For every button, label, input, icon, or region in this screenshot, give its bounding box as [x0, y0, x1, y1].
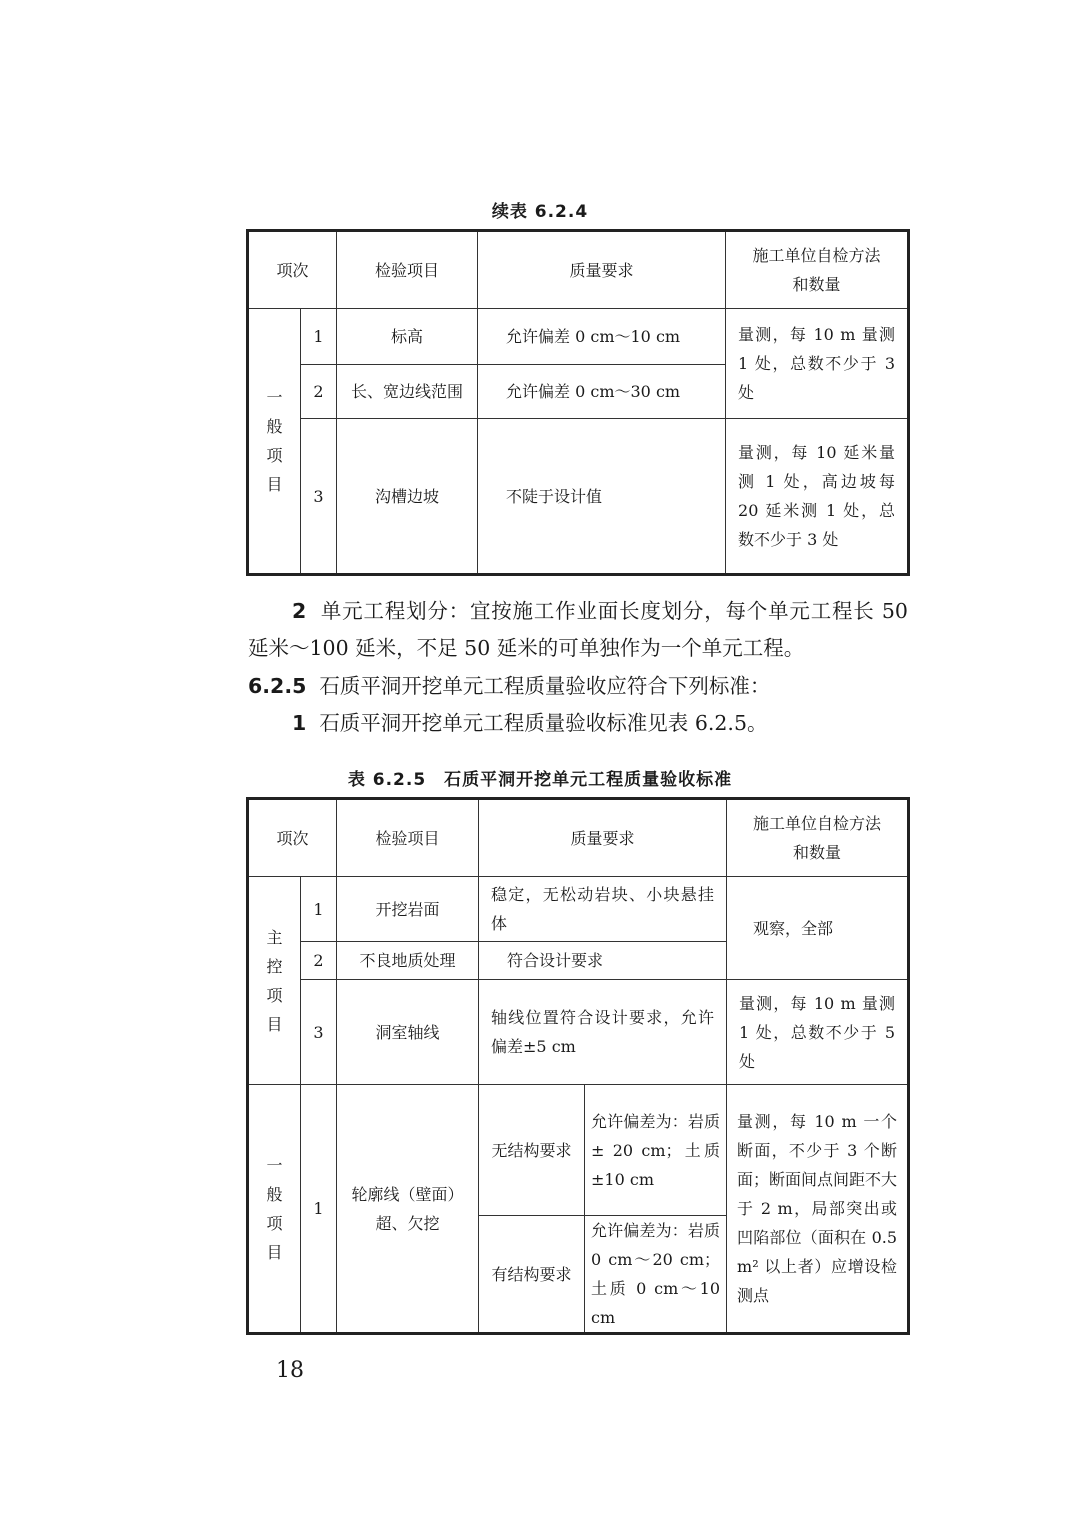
row-requirement: 不陡于设计值 — [478, 419, 726, 575]
table2 — [246, 797, 910, 1335]
clause-text: 石质平洞开挖单元工程质量验收标准见表 6.2.5。 — [319, 711, 768, 735]
row-number: 1 — [301, 309, 337, 365]
header-index: 项次 — [248, 231, 337, 309]
row-item: 轮廓线（壁面）超、欠挖 — [337, 1085, 479, 1334]
clause-number: 6.2.5 — [248, 674, 307, 698]
page-number: 18 — [276, 1358, 304, 1383]
group-label-main: 主控项目 — [248, 877, 301, 1085]
row-number: 2 — [301, 942, 337, 980]
row-method: 量测，每 10 延米量测 1 处，高边坡每 20 延米测 1 处，总数不少于 3 处 — [726, 419, 909, 575]
row-method: 量测，每 10 m 量测 1 处，总数不少于 5 处 — [727, 980, 909, 1085]
row-requirement: 允许偏差 0 cm～30 cm — [478, 365, 726, 419]
paragraph-clause-625 — [248, 668, 908, 705]
row-method: 量测，每 10 m 一个断面，不少于 3 个断面；断面间点间距不大于 2 m，局部突出或凹陷部位（面积在 0.5 m² 以上者）应增设检测点 — [727, 1085, 909, 1334]
clause-text: 石质平洞开挖单元工程质量验收应符合下列标准： — [319, 674, 771, 698]
sub-label-with-structure: 有结构要求 — [479, 1216, 585, 1334]
clause-number: 1 — [292, 711, 307, 735]
row-requirement: 允许偏差 0 cm～10 cm — [478, 309, 726, 365]
row-item: 长、宽边线范围 — [337, 365, 478, 419]
clause-number: 2 — [292, 599, 307, 623]
row-item: 标高 — [337, 309, 478, 365]
table1 — [246, 229, 910, 576]
row-item: 沟槽边坡 — [337, 419, 478, 575]
header-item: 检验项目 — [337, 231, 478, 309]
header-index: 项次 — [248, 799, 337, 877]
row-number: 2 — [301, 365, 337, 419]
row-number: 3 — [301, 419, 337, 575]
row-method: 量测，每 10 m 量测 1 处，总数不少于 3 处 — [726, 309, 909, 419]
group-label-general: 一般项目 — [248, 309, 301, 575]
row-number: 3 — [301, 980, 337, 1085]
clause-text: 单元工程划分：宜按施工作业面长度划分，每个单元工程长 50 延米～100 延米，不足 50 延米的可单独作为一个单元工程。 — [248, 599, 908, 660]
group-label-general: 一般项目 — [248, 1085, 301, 1334]
paragraph-table-ref — [248, 705, 908, 742]
sub-label-no-structure: 无结构要求 — [479, 1085, 585, 1216]
row-item: 洞室轴线 — [337, 980, 479, 1085]
row-number: 1 — [301, 1085, 337, 1334]
header-requirement: 质量要求 — [479, 799, 727, 877]
header-requirement: 质量要求 — [478, 231, 726, 309]
sub-requirement-no-structure: 允许偏差为：岩质 ± 20 cm；土质±10 cm — [585, 1085, 727, 1216]
row-requirement: 稳定，无松动岩块、小块悬挂体 — [479, 877, 727, 942]
table1-caption: 续表 6.2.4 — [491, 202, 589, 222]
table2-caption: 表 6.2.5 石质平洞开挖单元工程质量验收标准 — [347, 770, 733, 790]
row-method: 观察，全部 — [727, 877, 909, 980]
sub-requirement-with-structure: 允许偏差为：岩质 0 cm～20 cm；土质 0 cm～10 cm — [585, 1216, 727, 1334]
row-item: 开挖岩面 — [337, 877, 479, 942]
header-method: 施工单位自检方法和数量 — [726, 231, 909, 309]
row-requirement: 符合设计要求 — [479, 942, 727, 980]
header-method: 施工单位自检方法和数量 — [727, 799, 909, 877]
row-item: 不良地质处理 — [337, 942, 479, 980]
row-requirement: 轴线位置符合设计要求，允许偏差±5 cm — [479, 980, 727, 1085]
row-number: 1 — [301, 877, 337, 942]
header-item: 检验项目 — [337, 799, 479, 877]
paragraph-unit-division — [248, 593, 908, 667]
